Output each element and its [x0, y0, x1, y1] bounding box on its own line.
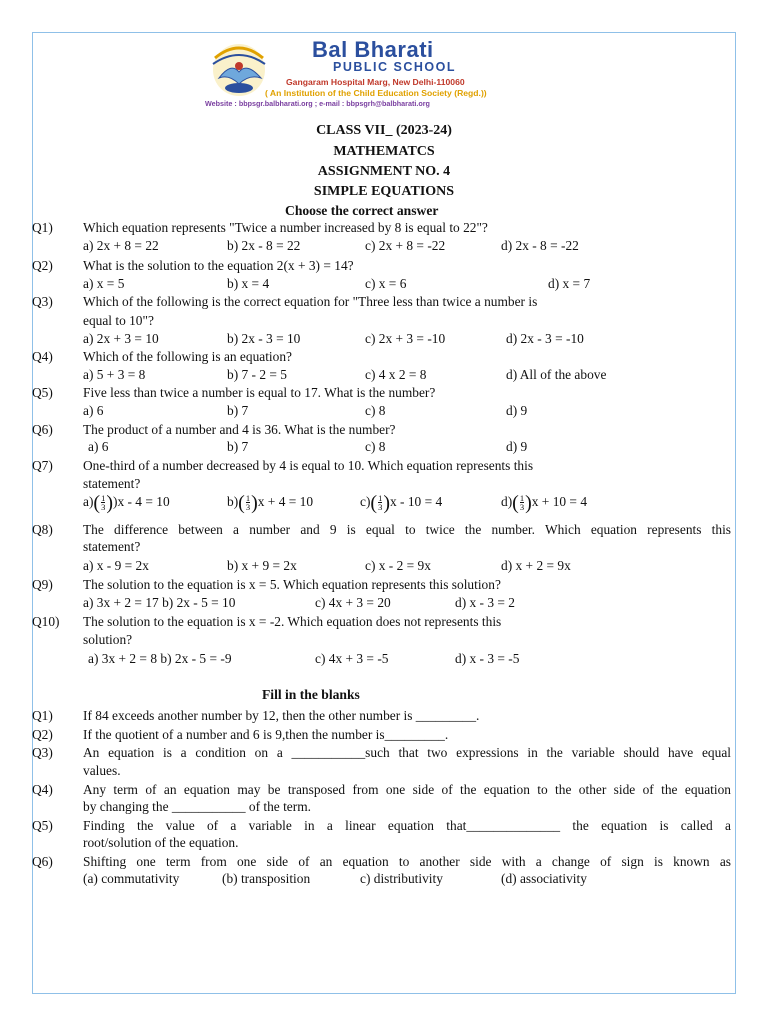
option: d) 2x - 8 = -22: [501, 238, 579, 253]
option: d) 2x - 3 = -10: [506, 331, 584, 346]
option: c) x = 6: [365, 276, 407, 291]
question-number: Q6): [32, 422, 53, 437]
option: c) 2x + 3 = -10: [365, 331, 446, 346]
option: c) 4x + 3 = 20: [315, 595, 391, 610]
option: b) 7: [227, 439, 249, 454]
question-number: Q3): [32, 745, 53, 760]
close-paren: ): [106, 491, 113, 514]
fraction: [101, 494, 105, 511]
question-text: statement?: [83, 539, 141, 554]
close-paren: ): [383, 491, 390, 514]
fraction-numerator: 1: [378, 493, 383, 504]
option: [83, 491, 170, 514]
option: c) x - 2 = 9x: [365, 558, 431, 573]
question-text: equal to 10"?: [83, 313, 154, 328]
close-paren: ): [251, 491, 258, 514]
option: a) 3x + 2 = 8 b) 2x - 5 = -9: [88, 651, 232, 666]
fraction-numerator: 1: [519, 493, 525, 504]
option-letter: b): [227, 494, 239, 509]
question-number: Q9): [32, 577, 53, 592]
option: d) 9: [506, 403, 528, 418]
option: (d) associativity: [501, 871, 587, 886]
question-text: statement?: [83, 476, 141, 491]
option: a) 2x + 3 = 10: [83, 331, 159, 346]
school-header: [205, 38, 495, 110]
option-letter: a): [83, 494, 94, 509]
open-paren: (: [512, 491, 519, 514]
option: (a) commutativity: [83, 871, 180, 886]
question-number: Q2): [32, 727, 53, 742]
question-text: The solution to the equation is x = 5. Which equation represents this solution?: [83, 577, 501, 592]
question-text: An equation is a condition on a ___________such that two expressions in the variable should have equal: [83, 745, 731, 760]
option: d) x - 3 = 2: [455, 595, 515, 610]
option: d) 9: [506, 439, 528, 454]
question-text: root/solution of the equation.: [83, 835, 239, 850]
option: b) x = 4: [227, 276, 270, 291]
option: c) 4x + 3 = -5: [315, 651, 389, 666]
school-website: Website : bbpsgr.balbharati.org ; e-mail : bbpsgrh@balbharati.org: [205, 99, 430, 108]
open-paren: (: [93, 491, 101, 514]
option: d) All of the above: [506, 367, 607, 382]
close-paren: ): [525, 491, 532, 514]
question-number: Q5): [32, 818, 53, 833]
question-number: Q5): [32, 385, 53, 400]
option: c) 8: [365, 403, 386, 418]
option: b) 7: [227, 403, 249, 418]
question-text: The product of a number and 4 is 36. What is the number?: [83, 422, 396, 437]
option: a) 6: [88, 439, 109, 454]
school-name: Bal Bharati: [312, 37, 434, 62]
class-title: CLASS VII_ (2023-24): [316, 123, 452, 138]
option: [501, 491, 588, 514]
question-text: The difference between a number and 9 is equal to twice the number. Which equation represents this: [83, 522, 731, 537]
fraction-denominator: 3: [245, 502, 251, 513]
option: b) 2x - 8 = 22: [227, 238, 301, 253]
option-expression: )x - 4 = 10: [113, 494, 170, 509]
option: d) x + 2 = 9x: [501, 558, 571, 573]
question-text: Finding the value of a variable in a linear equation that______________ the equation is called a: [83, 818, 731, 833]
question-text: One-third of a number decreased by 4 is equal to 10. Which equation represents this: [83, 458, 534, 473]
assignment-title: ASSIGNMENT NO. 4: [317, 164, 451, 179]
option: b) x + 9 = 2x: [227, 558, 297, 573]
question-text: Five less than twice a number is equal to 17. What is the number?: [83, 385, 436, 400]
question-text: The solution to the equation is x = -2. Which equation does not represents this: [83, 614, 502, 629]
subject-title: MATHEMATCS: [333, 144, 435, 159]
school-institution: ( An Institution of the Child Education Society (Regd.)): [265, 88, 487, 98]
option: (b) transposition: [222, 871, 311, 886]
fraction: [520, 494, 524, 511]
question-text: If the quotient of a number and 6 is 9,then the number is_________.: [83, 727, 449, 742]
fraction-denominator: 3: [519, 502, 525, 513]
option: a) x = 5: [83, 276, 125, 291]
question-number: Q8): [32, 522, 53, 537]
option-expression: x + 10 = 4: [531, 494, 588, 509]
mcq-heading: Choose the correct answer: [285, 203, 439, 218]
option: a) 2x + 8 = 22: [83, 238, 159, 253]
question-number: Q6): [32, 854, 53, 869]
fraction: [246, 494, 250, 511]
option: [227, 491, 314, 514]
question-text: Which of the following is the correct equation for "Three less than twice a number is: [83, 294, 538, 309]
fraction: [378, 494, 382, 511]
fraction-numerator: 1: [101, 493, 106, 504]
question-number: Q10): [32, 614, 60, 629]
fill-blanks-heading: Fill in the blanks: [262, 687, 360, 702]
question-text: values.: [83, 763, 121, 778]
question-text: Which equation represents "Twice a number increased by 8 is equal to 22"?: [83, 220, 488, 235]
fraction-numerator: 1: [245, 493, 251, 504]
question-number: Q4): [32, 782, 53, 797]
option: a) 5 + 3 = 8: [83, 367, 146, 382]
option-letter: d): [501, 494, 513, 509]
question-text: Which of the following is an equation?: [83, 349, 292, 364]
option: c) 4 x 2 = 8: [365, 367, 427, 382]
option: b) 2x - 3 = 10: [227, 331, 301, 346]
question-number: Q4): [32, 349, 53, 364]
option: b) 7 - 2 = 5: [227, 367, 287, 382]
question-text: What is the solution to the equation 2(x + 3) = 14?: [83, 258, 354, 273]
option: a) 3x + 2 = 17 b) 2x - 5 = 10: [83, 595, 236, 610]
option: a) 6: [83, 403, 104, 418]
question-number: Q7): [32, 458, 53, 473]
school-subtitle: PUBLIC SCHOOL: [333, 60, 456, 74]
fraction-denominator: 3: [378, 502, 383, 513]
option: d) x = 7: [548, 276, 591, 291]
topic-title: SIMPLE EQUATIONS: [313, 184, 455, 199]
option: a) x - 9 = 2x: [83, 558, 149, 573]
open-paren: (: [370, 491, 378, 514]
question-number: Q1): [32, 708, 53, 723]
question-text: Any term of an equation may be transposed from one side of the equation to the other side of the equation: [83, 782, 731, 797]
option-expression: x + 4 = 10: [257, 494, 314, 509]
question-number: Q2): [32, 258, 53, 273]
question-text: If 84 exceeds another number by 12, then the other number is _________.: [83, 708, 480, 723]
option: c) 8: [365, 439, 386, 454]
open-paren: (: [238, 491, 245, 514]
option: c) 2x + 8 = -22: [365, 238, 446, 253]
option: [360, 491, 443, 514]
school-address: Gangaram Hospital Marg, New Delhi-110060: [286, 77, 465, 87]
question-number: Q3): [32, 294, 53, 309]
question-text: solution?: [83, 632, 133, 647]
option-expression: x - 10 = 4: [390, 494, 443, 509]
question-text: by changing the ___________ of the term.: [83, 799, 311, 814]
question-number: Q1): [32, 220, 53, 235]
option-letter: c): [360, 494, 371, 509]
fraction-denominator: 3: [101, 502, 106, 513]
question-text: Shifting one term from one side of an equation to another side with a change of sign is known as: [83, 854, 731, 869]
option: d) x - 3 = -5: [455, 651, 520, 666]
option: c) distributivity: [360, 871, 443, 886]
